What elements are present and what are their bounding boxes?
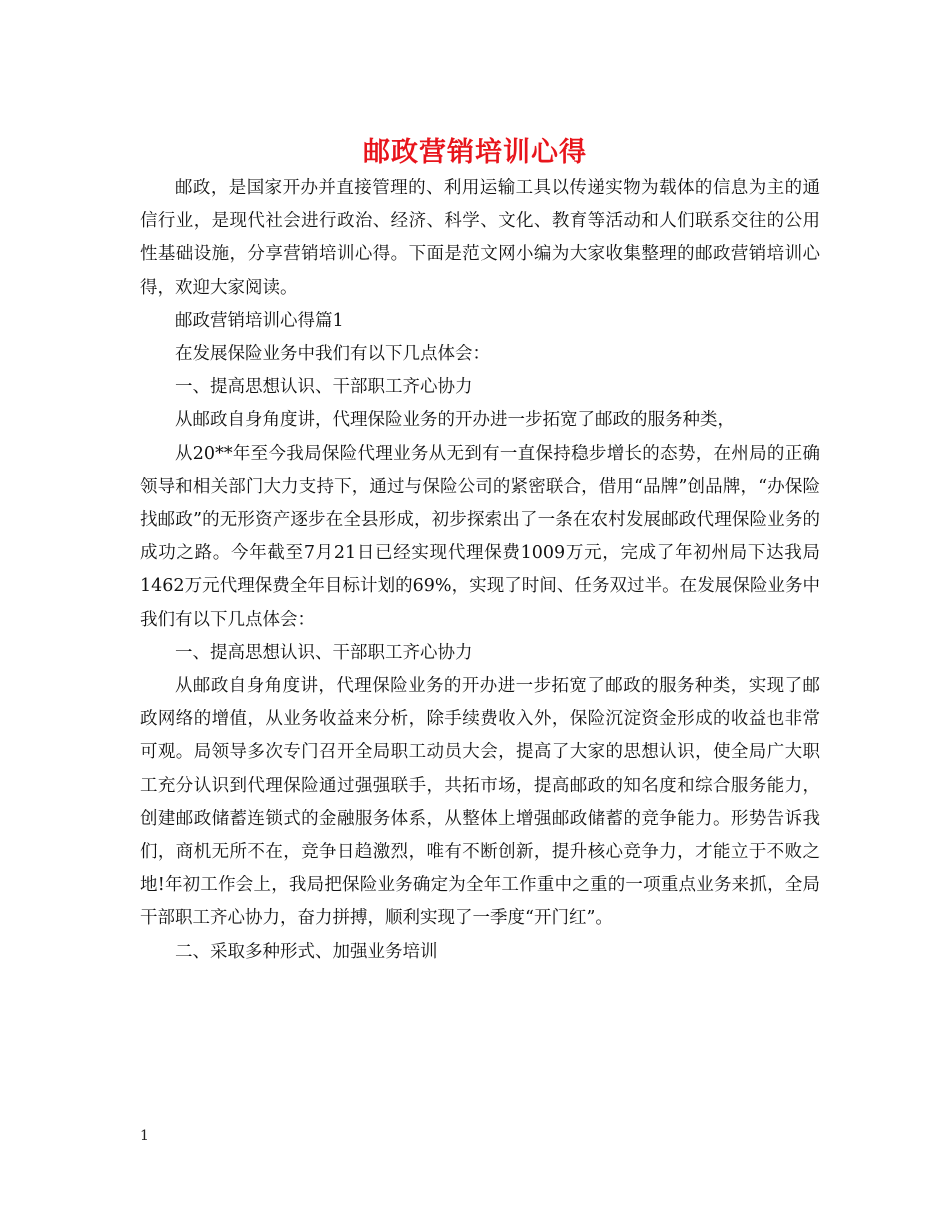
document-body [140, 172, 820, 969]
paragraph-experience-intro: 在发展保险业务中我们有以下几点体会： [175, 344, 490, 365]
paragraph-service-expansion-full: 从邮政自身角度讲，代理保险业务的开办进一步拓宽了邮政的服务种类，实现了邮政网络的增值，从业务收益来分析，除手续费收入外，保险沉淀资金形成的收益也非常可观。局领导多次专门召开全局职工动员大会，提高了大家的思想认识，使全局广大职工充分认识到代理保险通过强强联手，共拓市场，提高邮政的知名度和综合服务能力，创建邮政储蓄连锁式的金融服务体系，从整体上增强邮政储蓄的竞争能力。形势告诉我们，商机无所不在，竞争日趋激烈，唯有不断创新，提升核心竞争力，才能立于不败之地!年初工作会上，我局把保险业务确定为全年工作重中之重的一项重点业务来抓，全局干部职工齐心协力，奋力拼搏，顺利实现了一季度“开门红”。 [140, 676, 820, 929]
section-heading-training: 二、采取多种形式、加强业务培训 [175, 941, 438, 962]
section-heading-raise-awareness: 一、提高思想认识、干部职工齐心协力 [175, 377, 473, 398]
document-title: 邮政营销培训心得 [363, 137, 587, 168]
paragraph-business-growth: 从20**年至今我局保险代理业务从无到有一直保持稳步增长的态势，在州局的正确领导和相关部门大力支持下，通过与保险公司的紧密联合，借用“品牌”创品牌，“办保险找邮政”的无形资产逐步在全县形成，初步探索出了一条在农村发展邮政代理保险业务的成功之路。今年截至7月21日已经实现代理保费1009万元，完成了年初州局下达我局1462万元代理保费全年目标计划的69%，实现了时间、任务双过半。在发展保险业务中我们有以下几点体会： [140, 443, 820, 630]
section-heading-raise-awareness-repeat: 一、提高思想认识、干部职工齐心协力 [175, 642, 473, 663]
page-number: 1 [140, 1128, 149, 1144]
section-heading-part-1: 邮政营销培训心得篇1 [175, 310, 344, 331]
paragraph-intro: 邮政，是国家开办并直接管理的、利用运输工具以传递实物为载体的信息为主的通信行业，是现代社会进行政治、经济、科学、文化、教育等活动和人们联系交往的公用性基础设施，分享营销培训心得。下面是范文网小编为大家收集整理的邮政营销培训心得，欢迎大家阅读。 [140, 178, 820, 298]
paragraph-service-expansion-short: 从邮政自身角度讲，代理保险业务的开办进一步拓宽了邮政的服务种类， [175, 410, 735, 431]
